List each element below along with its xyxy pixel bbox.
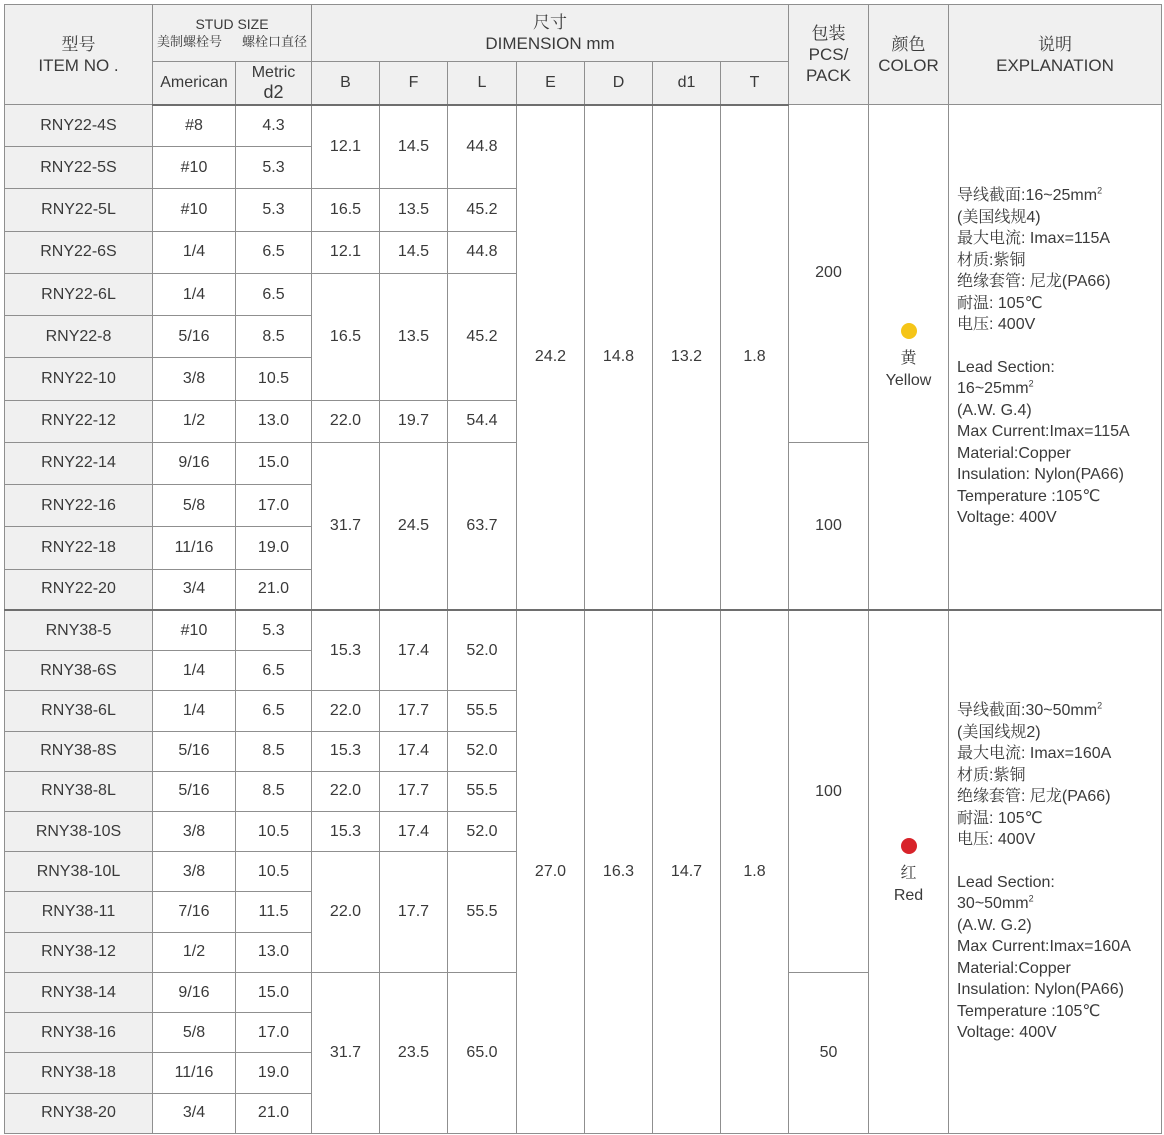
item-no-cell: RNY22-4S <box>5 105 153 147</box>
b-cell: 12.1 <box>312 231 380 273</box>
b-cell: 22.0 <box>312 400 380 442</box>
l-cell: 52.0 <box>448 811 517 851</box>
f-cell: 17.4 <box>380 731 448 771</box>
t-cell: 1.8 <box>721 105 789 611</box>
b-cell: 15.3 <box>312 610 380 690</box>
american-cell: 1/4 <box>153 273 236 315</box>
metric-cell: 8.5 <box>236 316 312 358</box>
american-cell: 1/2 <box>153 932 236 972</box>
d1-cell: 13.2 <box>653 105 721 611</box>
col-l-header: L <box>448 62 517 105</box>
f-cell: 14.5 <box>380 231 448 273</box>
b-cell: 16.5 <box>312 189 380 231</box>
f-cell: 17.4 <box>380 610 448 690</box>
item-no-cell: RNY22-14 <box>5 442 153 484</box>
col-f-header: F <box>380 62 448 105</box>
american-cell: 9/16 <box>153 972 236 1012</box>
e-cell: 27.0 <box>517 610 585 1133</box>
metric-cell: 10.5 <box>236 852 312 892</box>
pack-cell: 200 <box>789 105 869 443</box>
metric-cell: 6.5 <box>236 273 312 315</box>
b-cell: 15.3 <box>312 731 380 771</box>
metric-cell: 11.5 <box>236 892 312 932</box>
dimension-header: 尺寸 DIMENSION mm <box>312 5 789 62</box>
american-cell: 3/8 <box>153 358 236 400</box>
item-no-cell: RNY38-20 <box>5 1093 153 1133</box>
spec-table <box>4 4 1162 1134</box>
d1-cell: 14.7 <box>653 610 721 1133</box>
item-no-cell: RNY38-18 <box>5 1053 153 1093</box>
b-cell: 12.1 <box>312 105 380 189</box>
american-cell: 3/8 <box>153 852 236 892</box>
d-cell: 14.8 <box>585 105 653 611</box>
col-d1-header: d1 <box>653 62 721 105</box>
metric-cell: 15.0 <box>236 442 312 484</box>
stud-size-header: STUD SIZE 美制螺栓号 螺栓口直径 <box>153 5 312 62</box>
l-cell: 63.7 <box>448 442 517 610</box>
f-cell: 17.4 <box>380 811 448 851</box>
american-cell: 3/4 <box>153 569 236 610</box>
l-cell: 55.5 <box>448 771 517 811</box>
color-header: 颜色 COLOR <box>869 5 949 105</box>
american-cell: 5/16 <box>153 731 236 771</box>
american-cell: 3/4 <box>153 1093 236 1133</box>
american-cell: 1/4 <box>153 231 236 273</box>
item-no-cell: RNY22-18 <box>5 527 153 569</box>
metric-cell: 6.5 <box>236 691 312 731</box>
f-cell: 17.7 <box>380 852 448 973</box>
f-cell: 17.7 <box>380 771 448 811</box>
metric-cell: 21.0 <box>236 569 312 610</box>
item-no-cell: RNY38-16 <box>5 1013 153 1053</box>
item-no-cell: RNY22-12 <box>5 400 153 442</box>
item-no-cell: RNY22-6L <box>5 273 153 315</box>
metric-header: Metric d2 <box>236 62 312 105</box>
b-cell: 15.3 <box>312 811 380 851</box>
metric-cell: 13.0 <box>236 932 312 972</box>
b-cell: 16.5 <box>312 273 380 400</box>
item-no-cell: RNY22-6S <box>5 231 153 273</box>
b-cell: 31.7 <box>312 972 380 1133</box>
metric-cell: 5.3 <box>236 147 312 189</box>
metric-cell: 6.5 <box>236 231 312 273</box>
metric-cell: 5.3 <box>236 189 312 231</box>
american-cell: 1/4 <box>153 691 236 731</box>
metric-cell: 8.5 <box>236 771 312 811</box>
metric-cell: 6.5 <box>236 651 312 691</box>
metric-cell: 4.3 <box>236 105 312 147</box>
item-no-cell: RNY22-20 <box>5 569 153 610</box>
l-cell: 65.0 <box>448 972 517 1133</box>
f-cell: 13.5 <box>380 189 448 231</box>
item-no-cell: RNY38-11 <box>5 892 153 932</box>
l-cell: 52.0 <box>448 731 517 771</box>
color-cell: 红 Red <box>869 610 949 1133</box>
item-no-cell: RNY22-5L <box>5 189 153 231</box>
metric-cell: 10.5 <box>236 811 312 851</box>
item-no-header: 型号 ITEM NO . <box>5 5 153 105</box>
american-cell: 7/16 <box>153 892 236 932</box>
metric-cell: 19.0 <box>236 527 312 569</box>
american-cell: 11/16 <box>153 1053 236 1093</box>
american-cell: 11/16 <box>153 527 236 569</box>
metric-cell: 21.0 <box>236 1093 312 1133</box>
item-no-cell: RNY22-8 <box>5 316 153 358</box>
metric-cell: 13.0 <box>236 400 312 442</box>
item-no-cell: RNY38-6S <box>5 651 153 691</box>
explanation-cell: 导线截面$:16\sim 25mm^2$ (美国线规4) 最大电流: Imax=115A 材质:紫铜 绝缘套管: 尼龙(PA66) 耐温: 105℃ 电压: 400V Lead Section: $16\sim 25mm^2$ (A.W. G.4) Max Current:Imax=115A Material:Copper Insulation: Nylon(PA66) Temperature :105℃ Voltage: 400V <box>949 105 1162 611</box>
item-no-cell: RNY38-6L <box>5 691 153 731</box>
pack-header: 包装 PCS/ PACK <box>789 5 869 105</box>
e-cell: 24.2 <box>517 105 585 611</box>
american-cell: #8 <box>153 105 236 147</box>
metric-cell: 17.0 <box>236 1013 312 1053</box>
pack-cell: 100 <box>789 442 869 610</box>
col-d-header: D <box>585 62 653 105</box>
item-no-cell: RNY38-12 <box>5 932 153 972</box>
item-no-cell: RNY38-8L <box>5 771 153 811</box>
american-cell: 9/16 <box>153 442 236 484</box>
red-dot-icon <box>901 838 917 854</box>
l-cell: 44.8 <box>448 231 517 273</box>
f-cell: 24.5 <box>380 442 448 610</box>
col-t-header: T <box>721 62 789 105</box>
l-cell: 45.2 <box>448 273 517 400</box>
explanation-cell: 导线截面$:30\sim 50mm^2$ (美国线规2) 最大电流: Imax=160A 材质:紫铜 绝缘套管: 尼龙(PA66) 耐温: 105℃ 电压: 400V Lead Section: $30\sim 50mm^2$ (A.W. G.2) Max Current:Imax=160A Material:Copper Insulation: Nylon(PA66) Temperature :105℃ Voltage: 400V <box>949 610 1162 1133</box>
item-no-cell: RNY22-5S <box>5 147 153 189</box>
b-cell: 31.7 <box>312 442 380 610</box>
color-cell: 黄 Yellow <box>869 105 949 611</box>
d-cell: 16.3 <box>585 610 653 1133</box>
yellow-dot-icon <box>901 323 917 339</box>
item-no-cell: RNY22-16 <box>5 485 153 527</box>
american-cell: 5/8 <box>153 485 236 527</box>
item-no-cell: RNY38-10S <box>5 811 153 851</box>
item-no-cell: RNY38-5 <box>5 610 153 650</box>
col-e-header: E <box>517 62 585 105</box>
t-cell: 1.8 <box>721 610 789 1133</box>
item-no-cell: RNY38-8S <box>5 731 153 771</box>
l-cell: 45.2 <box>448 189 517 231</box>
f-cell: 14.5 <box>380 105 448 189</box>
american-cell: 1/2 <box>153 400 236 442</box>
l-cell: 55.5 <box>448 691 517 731</box>
table-row <box>5 105 1162 147</box>
l-cell: 44.8 <box>448 105 517 189</box>
l-cell: 54.4 <box>448 400 517 442</box>
item-no-cell: RNY38-10L <box>5 852 153 892</box>
header-row-top <box>5 5 1162 62</box>
pack-cell: 100 <box>789 610 869 972</box>
explanation-header: 说明 EXPLANATION <box>949 5 1162 105</box>
item-no-cell: RNY22-10 <box>5 358 153 400</box>
f-cell: 13.5 <box>380 273 448 400</box>
col-b-header: B <box>312 62 380 105</box>
american-cell: 3/8 <box>153 811 236 851</box>
american-cell: #10 <box>153 189 236 231</box>
metric-cell: 15.0 <box>236 972 312 1012</box>
metric-cell: 8.5 <box>236 731 312 771</box>
metric-cell: 10.5 <box>236 358 312 400</box>
pack-cell: 50 <box>789 972 869 1133</box>
f-cell: 23.5 <box>380 972 448 1133</box>
american-cell: 5/16 <box>153 771 236 811</box>
table-row <box>5 610 1162 650</box>
l-cell: 55.5 <box>448 852 517 973</box>
american-cell: #10 <box>153 147 236 189</box>
american-cell: 5/16 <box>153 316 236 358</box>
b-cell: 22.0 <box>312 852 380 973</box>
metric-cell: 17.0 <box>236 485 312 527</box>
item-no-cell: RNY38-14 <box>5 972 153 1012</box>
metric-cell: 5.3 <box>236 610 312 650</box>
american-cell: 5/8 <box>153 1013 236 1053</box>
metric-cell: 19.0 <box>236 1053 312 1093</box>
l-cell: 52.0 <box>448 610 517 690</box>
f-cell: 19.7 <box>380 400 448 442</box>
american-cell: 1/4 <box>153 651 236 691</box>
american-header: American <box>153 62 236 105</box>
b-cell: 22.0 <box>312 771 380 811</box>
f-cell: 17.7 <box>380 691 448 731</box>
american-cell: #10 <box>153 610 236 650</box>
b-cell: 22.0 <box>312 691 380 731</box>
